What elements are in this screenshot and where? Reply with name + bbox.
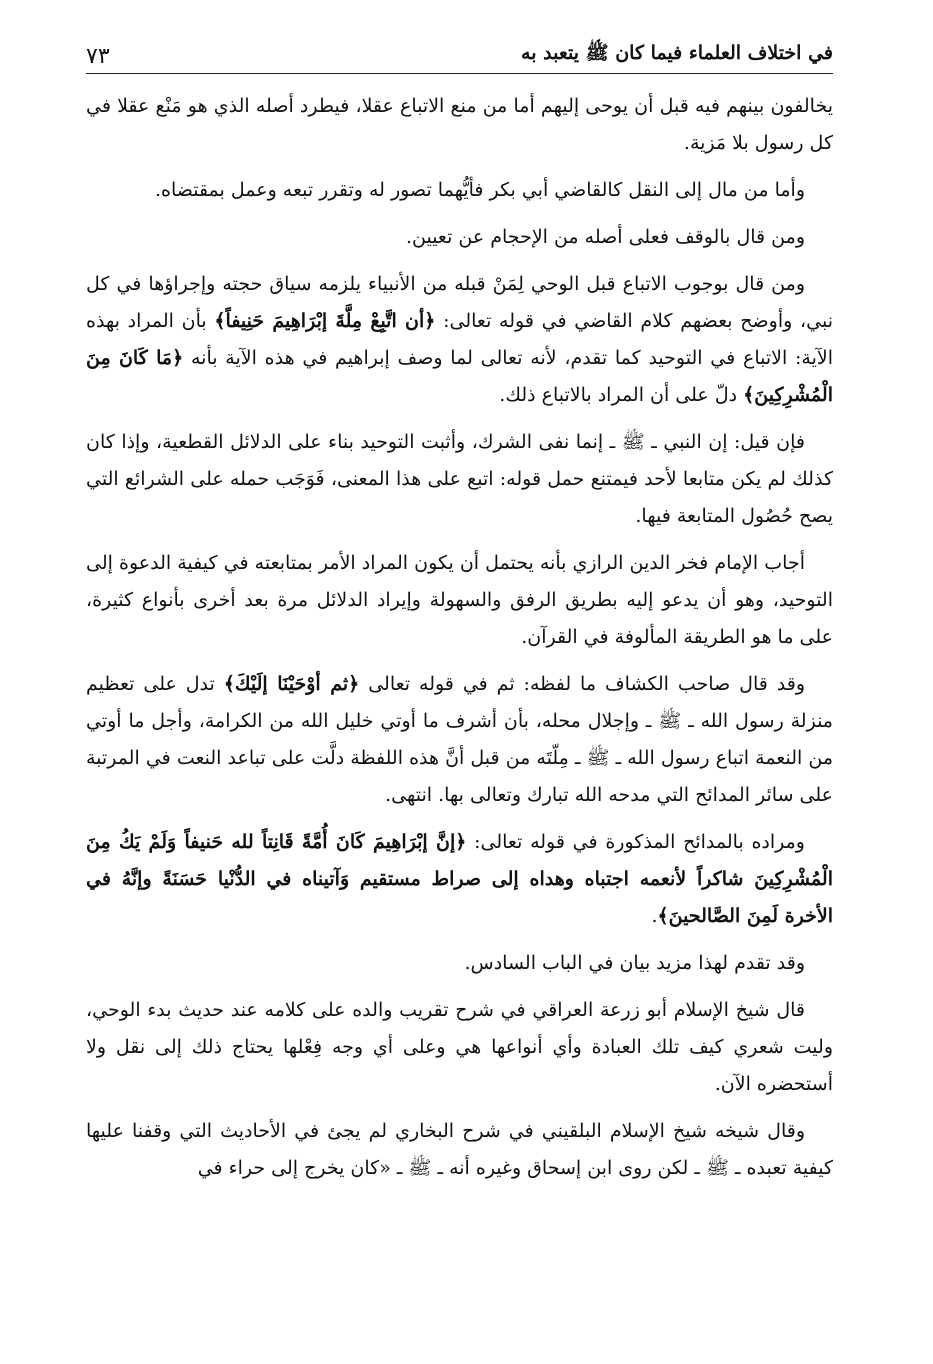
text-segment: أجاب الإمام فخر الدين الرازي بأنه يحتمل أن يكون المراد الأمر بمتابعته في كيفية الدعوة إلى التوحيد، وهو أن يدعو إليه بطريق الرفق والسهولة وإيراد الدلائل مرة بعد أخرى بأنواع كثيرة، على ما هو الطريقة المألوفة في القرآن. [86,552,833,648]
paragraph [86,266,833,414]
text-segment: تدل على تعظيم منزلة رسول الله ـ ﷺ ـ وإجلال محله، بأن أشرف ما أوتي خليل الله من الكرامة، وأجل ما أوتي من النعمة اتباع رسول الله ـ ﷺ ـ مِلّتَه من قبل أنَّ هذه اللفظة دلَّت على تباعد النعت في المرتبة على سائر المدائح التي مدحه الله تبارك وتعالى بها. انتهى. [86,673,833,806]
text-segment: . [651,905,658,927]
paragraph [86,545,833,656]
quran-quote: ﴿إنَّ إبْرَاهِيمَ كَانَ أُمَّةً قَانِتاً لله حَنيفاً وَلَمْ يَكُ مِنَ الْمُشْرِكِينَ شاكراً لأنعمه اجتباه وهداه إلى صراط مستقيم وَآتيناه في الدُّنْيا حَسَنَةً وإنَّهُ في الأخرة لَمِنَ الصَّالحينَ﴾ [86,831,833,927]
page-header [86,28,833,74]
paragraph [86,219,833,256]
text-segment: فإن قيل: إن النبي ـ ﷺ ـ إنما نفى الشرك، وأثبت التوحيد بناء على الدلائل القطعية، وإذا كان كذلك لم يكن متابعا لأحد فيمتنع حمل قوله: اتبع على هذا المعنى، فَوَجَب حمله على الشرائع التي يصح حُصُول المتابعة فيها. [86,431,833,527]
paragraph [86,88,833,162]
text-segment: قال شيخ الإسلام أبو زرعة العراقي في شرح تقريب والده على كلامه عند حديث بدء الوحي، وليت شعري كيف تلك العبادة وأي أنواعها هي وعلى أي وجه فِعْلها يحتاج ذلك إلى نقل ولا أستحضره الآن. [86,999,833,1095]
text-segment: وقد قال صاحب الكشاف ما لفظه: ثم في قوله تعالى [359,673,805,695]
quran-quote: ﴿ثم أوْحَيْنَا إلَيْكَ﴾ [223,673,360,695]
text-segment: بأن المراد بهذه الآية: الاتباع في التوحيد كما تقدم، لأنه تعالى لما وصف إبراهيم في هذه الآية بأنه [86,310,833,369]
quran-quote: ﴿أن اتَّبِعْ مِلَّةَ إبْرَاهِيمَ حَنِيفاً﴾ [214,310,436,332]
body-text [86,88,833,1187]
paragraph [86,992,833,1103]
running-title: في اختلاف العلماء فيما كان ﷺ يتعبد به [521,42,833,64]
paragraph [86,172,833,209]
text-segment: دلّ على أن المراد بالاتباع ذلك. [499,384,744,406]
paragraph [86,424,833,535]
paragraph [86,824,833,935]
text-segment: وقال شيخه شيخ الإسلام البلقيني في شرح البخاري لم يجئ في الأحاديث التي وقفنا عليها كيفية تعبده ـ ﷺ ـ لكن روى ابن إسحاق وغيره أنه ـ ﷺ ـ «كان يخرج إلى حراء في [86,1120,833,1179]
text-segment: ومن قال بالوقف فعلى أصله من الإحجام عن تعيين. [405,226,805,248]
text-segment: وقد تقدم لهذا مزيد بيان في الباب السادس. [464,952,805,974]
quran-quote: ﴿مَا كَانَ مِنَ الْمُشْرِكِينَ﴾ [86,347,833,406]
text-segment: يخالفون بينهم فيه قبل أن يوحى إليهم أما من منع الاتباع عقلا، فيطرد أصله الذي هو مَنْع عقلا في كل رسول بلا مَزية. [86,95,833,154]
text-segment: ومن قال بوجوب الاتباع قبل الوحي لِمَنْ قبله من الأنبياء يلزمه سياق حجته وإجراؤها في كل نبي، وأوضح بعضهم كلام القاضي في قوله تعالى: [86,273,833,332]
page-number: ٧٣ [86,44,110,69]
paragraph [86,666,833,814]
text-segment: وأما من مال إلى النقل كالقاضي أبي بكر فأيُّهما تصور له وتقرر تبعه وعمل بمقتضاه. [154,179,805,201]
paragraph [86,945,833,982]
text-segment: ومراده بالمدائح المذكورة في قوله تعالى: [466,831,805,853]
paragraph [86,1113,833,1187]
